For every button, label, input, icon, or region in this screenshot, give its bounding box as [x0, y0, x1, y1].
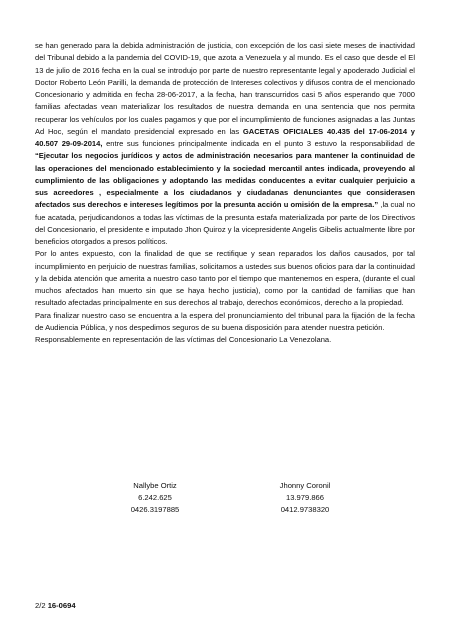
text-run: se han generado para la debida administración de justicia, con excepción de los casi siete meses de inactividad del Tribunal debido a la pandemia del COVID-19, que azota a Venezuela y al mundo. Es el caso que desde el El 13 de julio de 2016 fecha en la cual se introdujo por parte de nuestro representante legal y apoderado Judicial el Doctor Roberto León Parilli, la demanda de protección de Intereses colectivos y difusos contra de el mencionado Concesionario y admitida en fecha 28-06-2017, a la fecha, han transcurridos casi 5 años esperando que 7000 familias afectadas vean materializar los resultados de nuestra demanda en una sentencia que nos permita recuperar los vehículos por los cuales pagamos y que por el incumplimiento de funciones asignadas a las Juntas Ad Hoc, según el mandato presidencial expresado en las [35, 41, 415, 136]
reference-number: 16-0694 [47, 601, 76, 610]
page-number: 2/2 [35, 601, 46, 610]
signatory-phone: 0426.3197885 [130, 505, 180, 514]
paragraph [35, 248, 415, 309]
signatory-id: 13.979.866 [285, 493, 324, 502]
text-run: Para finalizar nuestro caso se encuentra a la espera del pronunciamiento del tribunal para la fijación de la fecha de Audiencia Pública, y nos despedimos seguros de su buena disposición para atender nuestra petición. [35, 310, 415, 332]
signatory-right [245, 480, 365, 516]
paragraph [35, 40, 415, 248]
letter-body [35, 40, 415, 346]
bold-text-run: GACETAS OFICIALES 40.435 del 17-06-2014 y 40.507 29-09-2014, [35, 126, 416, 148]
paragraph [35, 334, 415, 346]
signatory-phone: 0412.9738320 [280, 505, 330, 514]
text-run: ,la cual no fue acatada, perjudicandonos a todas las víctimas de la presunta estafa materializada por parte de los Directivos del Concesionario, el presidente e imputado Jhon Quiroz y la vicepresidente Angelis Gibelis actualmente libre por beneficios otorgados a presos políticos. [35, 200, 416, 246]
bold-text-run: “Ejecutar los negocios jurídicos y actos de administración necesarios para mantener la continuidad de las operaciones del mencionado establecimiento y la sociedad mercantil antes indicada, proveyendo al cumplimiento de las obligaciones y adoptando las medidas conducentes a evitar cualquier perjuicio a sus acreedores , especialmente a los ciudadanos y ciudadanas denunciantes que considerasen afectados sus derechos e intereses legítimos por la presunta acción u omisión de la empresa.” [35, 151, 415, 210]
signatory-name: Jhonny Coronil [279, 481, 331, 490]
page-footer [35, 601, 76, 611]
text-run: entre sus funciones principalmente indicada en el punto 3 estuvo la responsabilidad de [102, 139, 415, 148]
text-run: Responsablemente en representación de las víctimas del Concesionario La Venezolana. [35, 335, 332, 344]
text-run: Por lo antes expuesto, con la finalidad de que se rectifique y sean reparados los daños causados, por tal incumplimiento en perjuicio de nuestras familias, solicitamos a ustedes sus buenos oficios para dar la continuidad y la debida atención que amerita a nuestro caso tanto por el tiempo que mantenemos en espera, (durante el cual muchos afectados han muerto sin que se haya hecho justicia), como por la cantidad de familias que han resultado afectadas principalmente en sus derechos al trabajo, derechos económicos, derecho a la propiedad. [35, 249, 415, 308]
paragraph [35, 310, 415, 335]
signatory-id: 6.242.625 [138, 493, 172, 502]
signatory-left [95, 480, 215, 516]
signatory-name: Nallybe Ortiz [133, 481, 177, 490]
